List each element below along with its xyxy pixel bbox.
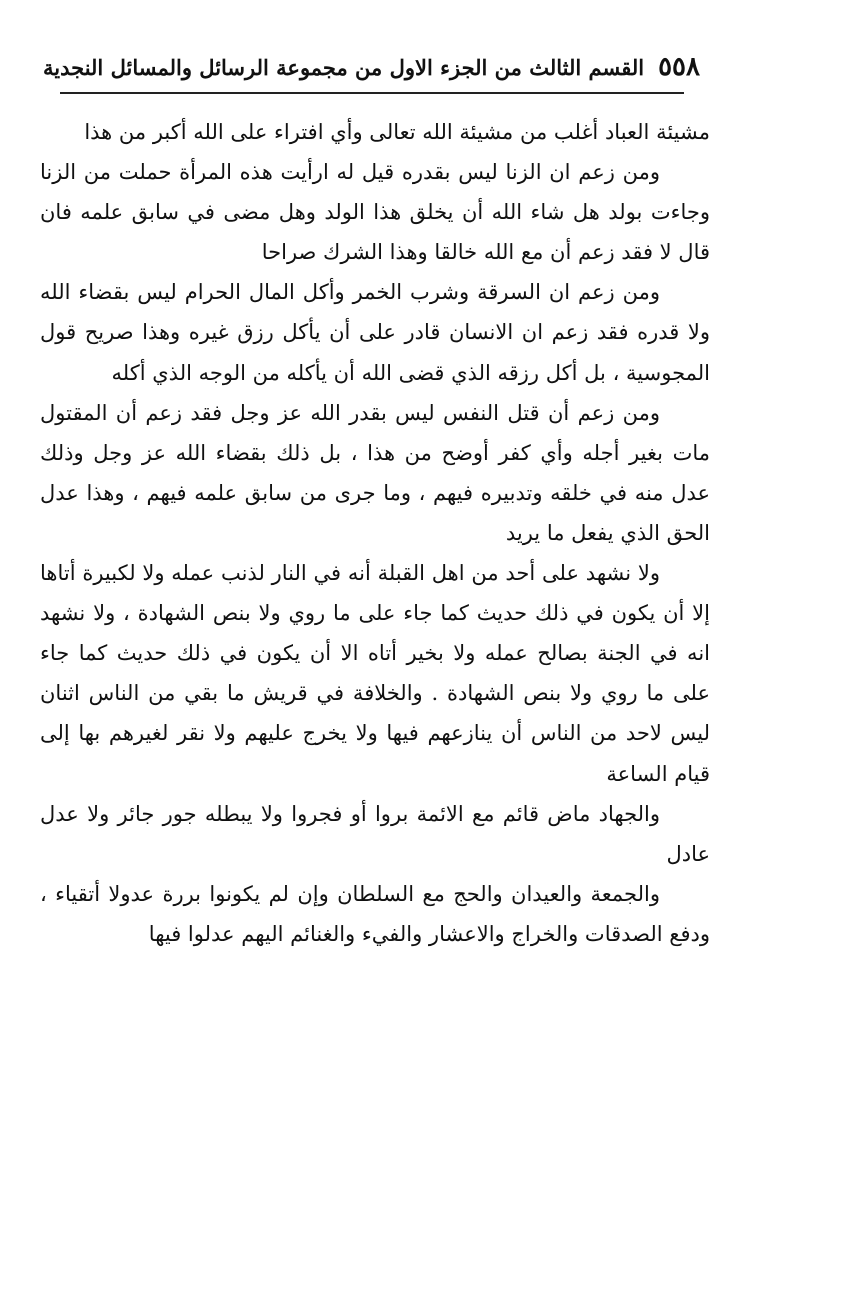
paragraph: والجهاد ماض قائم مع الائمة بروا أو فجروا ولا يبطله جور جائر ولا عدل عادل — [40, 801, 710, 866]
running-title: القسم الثالث من الجزء الاول من مجموعة الرسائل والمسائل النجدية — [43, 54, 645, 80]
paragraph: مشيئة العباد أغلب من مشيئة الله تعالى وأي افتراء على الله أكبر من هذا — [84, 120, 710, 144]
paragraph: ومن زعم أن قتل النفس ليس بقدر الله عز وجل فقد زعم أن المقتول مات بغير أجله وأي كفر أوضح من هذا ، بل ذلك بقضاء الله عز وجل وذلك عدل منه في خلقه وتدبيره فيهم ، وما جرى من سابق علمه فيهم ، وهذا عدل الحق الذي يفعل ما يريد — [40, 400, 710, 545]
page-header — [43, 44, 700, 90]
paragraph: ومن زعم ان الزنا ليس بقدره قيل له ارأيت هذه المرأة حملت من الزنا وجاءت بولد هل شاء الله أن يخلق هذا الولد وهل مضى في سابق علمه فان قال لا فقد زعم أن مع الله خالقا وهذا الشرك صراحا — [40, 160, 710, 265]
page-number: ٥٥٨ — [658, 52, 700, 82]
paragraph: ولا نشهد على أحد من اهل القبلة أنه في النار لذنب عمله ولا لكبيرة أتاها إلا أن يكون في ذلك حديث كما جاء على ما روي ولا بنص الشهادة ، ولا نشهد انه في الجنة بصالح عمله ولا بخير أتاه الا أن يكون في ذلك حديث كما جاء على ما روي ولا بنص الشهادة . والخلافة في قريش ما بقي من الناس اثنان ليس لاحد من الناس أن ينازعهم فيها ولا يخرج عليهم ولا نقر لغيرهم بها إلى قيام الساعة — [40, 561, 710, 786]
paragraph: ومن زعم ان السرقة وشرب الخمر وأكل المال الحرام ليس بقضاء الله ولا قدره فقد زعم ان الانسان قادر على أن يأكل رزق غيره وهذا صريح قول المجوسية ، بل أكل رزقه الذي قضى الله أن يأكله من الوجه الذي أكله — [40, 280, 710, 385]
body-text — [40, 112, 710, 1292]
paragraph: والجمعة والعيدان والحج مع السلطان وإن لم يكونوا بررة عدولا أتقياء ، ودفع الصدقات والخراج والاعشار والفيء والغنائم اليهم عدلوا فيها — [40, 881, 710, 946]
header-divider — [60, 92, 684, 94]
